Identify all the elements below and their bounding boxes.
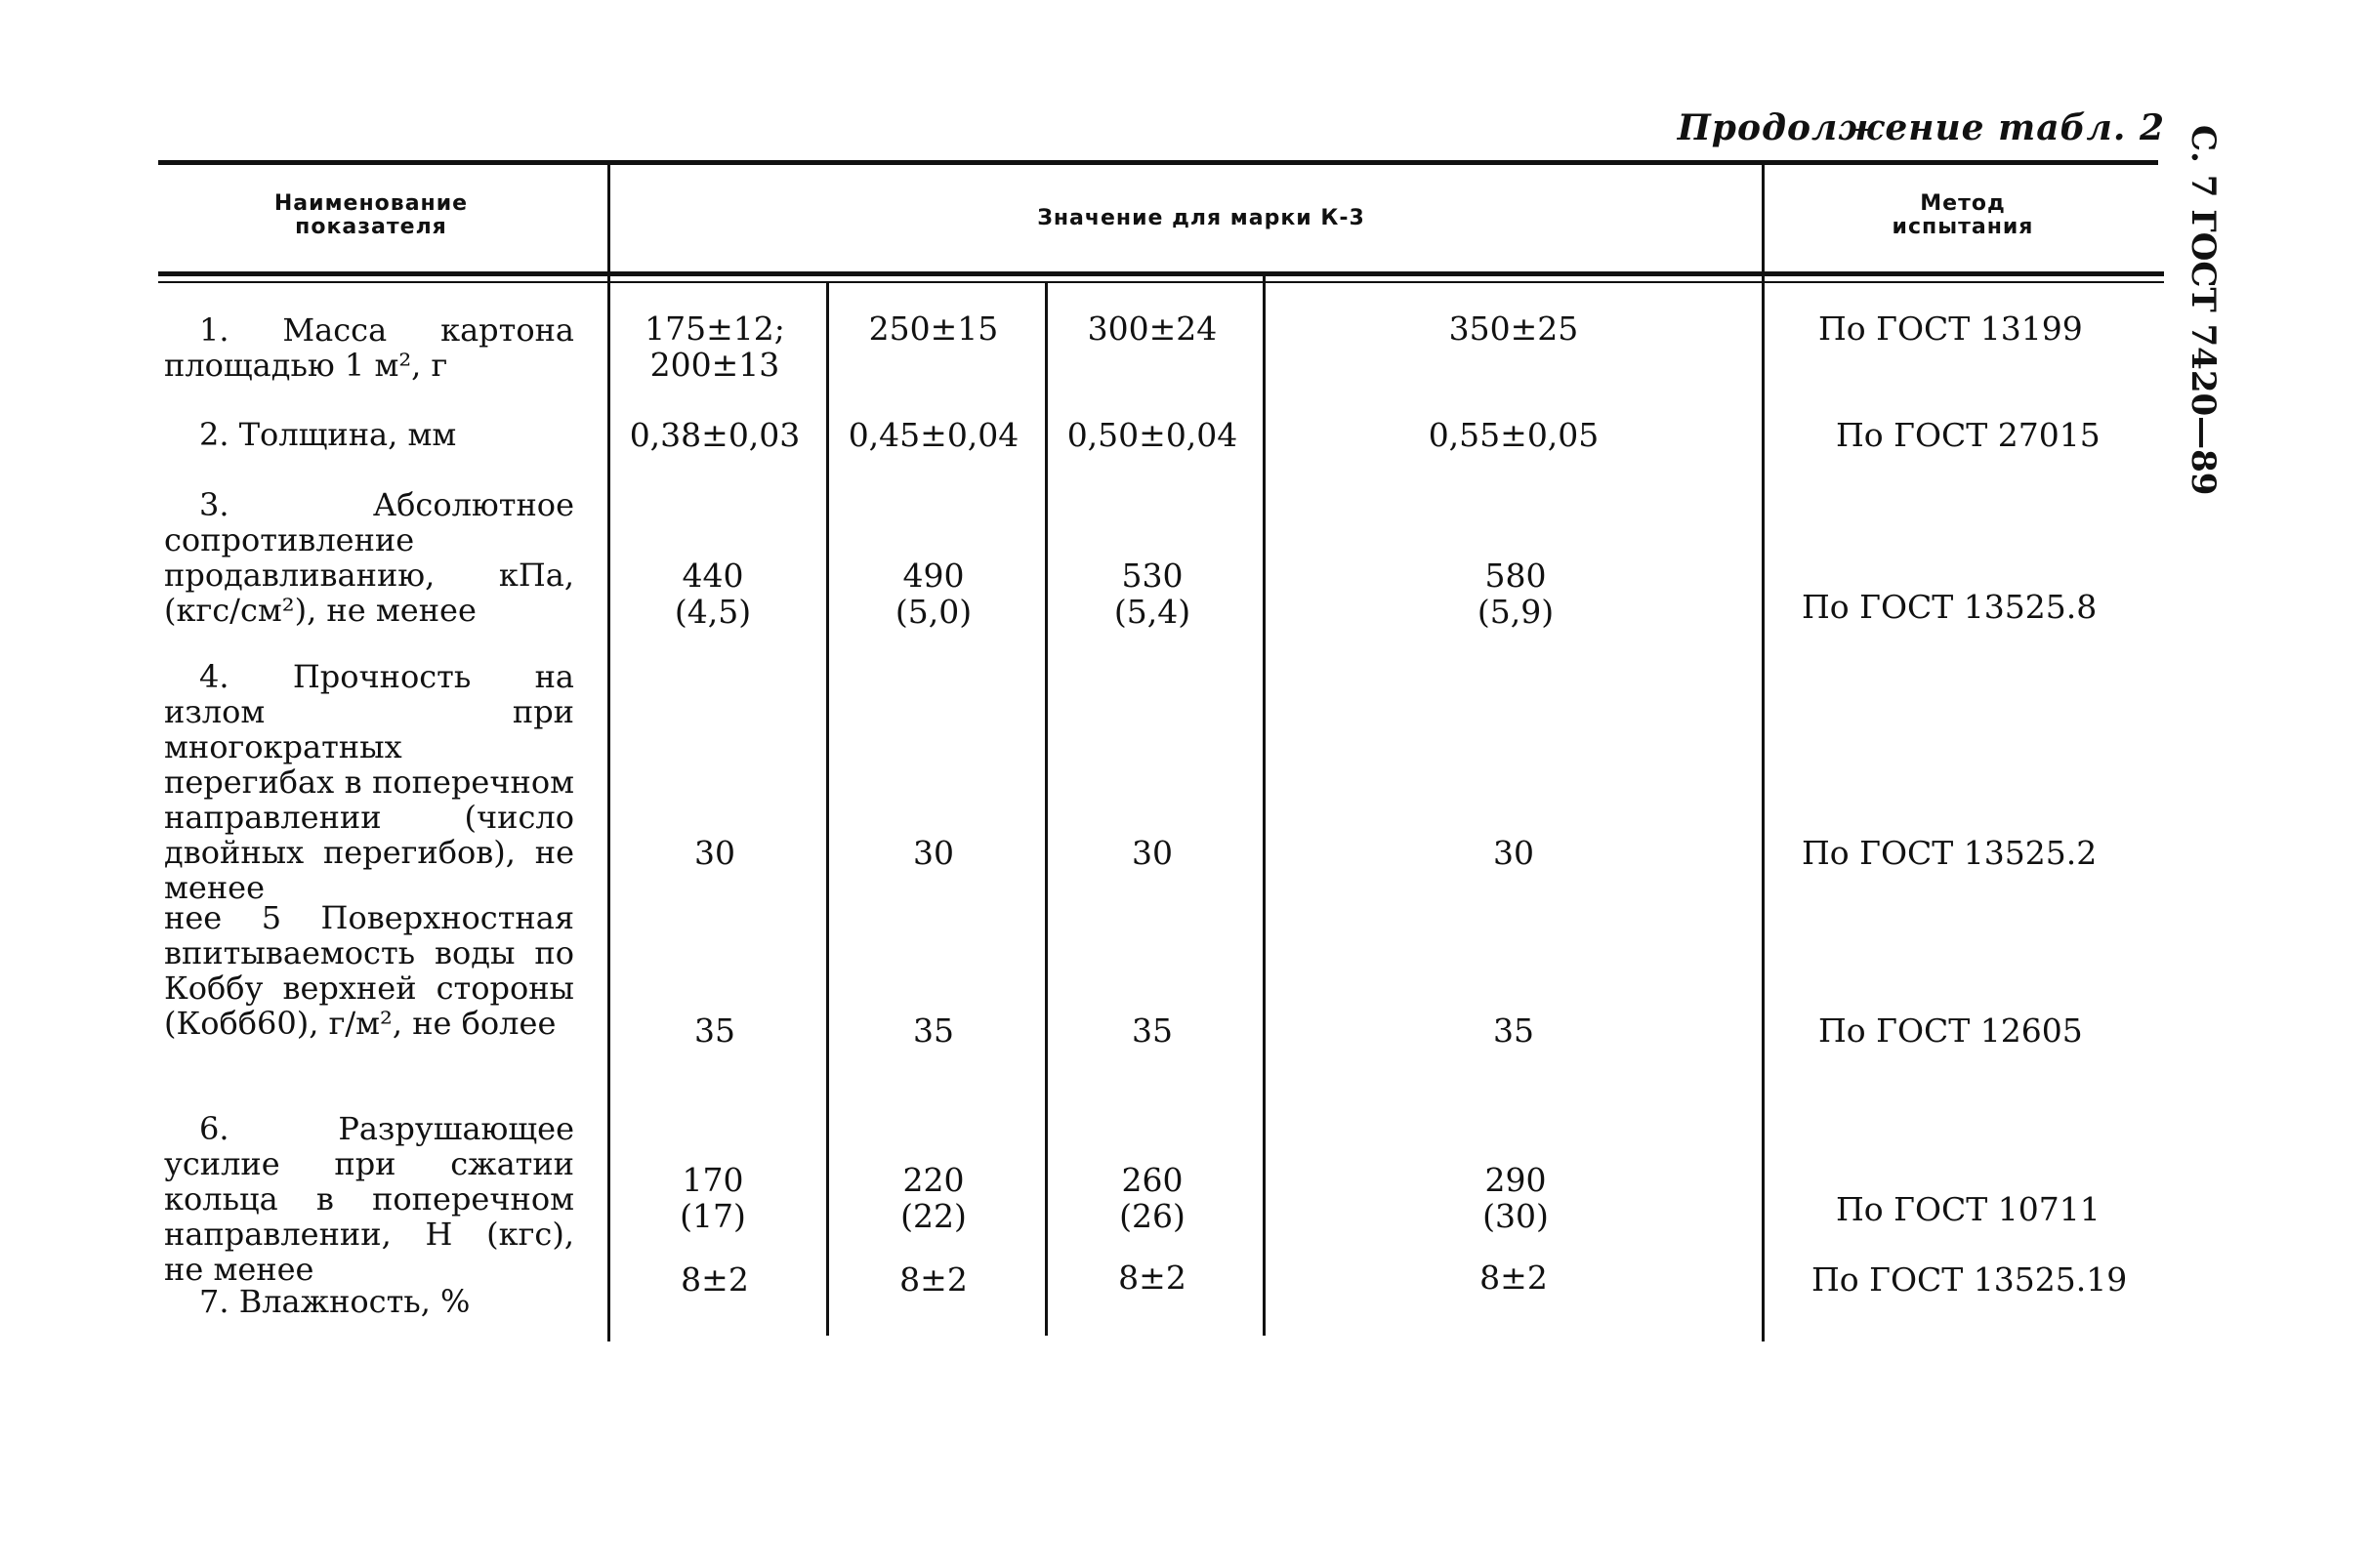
header-method: Метод испытания	[1892, 191, 2034, 239]
row-4-label: 4. Прочность на излом при многократных перегибах в поперечном направлении (число двойных перегибов), не менее	[164, 658, 574, 906]
row-6-value-4: 290 (30)	[1482, 1161, 1549, 1235]
col-divider-1	[607, 164, 610, 1341]
row-7-value-2: 8±2	[899, 1260, 968, 1299]
row-6-label: 6. Разрушающее усилие при сжатии кольца в поперечном направлении, Н (кгс), не менее	[164, 1110, 574, 1288]
row-5-method: По ГОСТ 12605	[1818, 1011, 2083, 1050]
row-2-method: По ГОСТ 27015	[1836, 416, 2101, 454]
row-2-value-1: 0,38±0,03	[629, 416, 801, 454]
col-divider-2	[826, 281, 829, 1336]
row-5-label: нее 5 Поверхностная впитываемость воды по Коббу верхней стороны (Кобб60), г/м², не более	[164, 899, 574, 1042]
row-4-value-4: 30	[1493, 834, 1534, 872]
row-7-value-3: 8±2	[1118, 1259, 1186, 1297]
row-6-value-3: 260 (26)	[1119, 1161, 1186, 1235]
row-5-value-3: 35	[1132, 1011, 1173, 1050]
row-4-value-2: 30	[913, 834, 954, 872]
row-6-value-2: 220 (22)	[900, 1161, 967, 1235]
row-2-value-3: 0,50±0,04	[1066, 416, 1238, 454]
row-6-method: По ГОСТ 10711	[1836, 1190, 2101, 1228]
row-3-label: 3. Абсолютное сопротивление продавливанию, кПа, (кгс/см²), не менее	[164, 486, 574, 629]
col-divider-4	[1263, 275, 1266, 1336]
row-4-method: По ГОСТ 13525.2	[1802, 834, 2098, 872]
row-3-value-4: 580 (5,9)	[1477, 557, 1555, 631]
row-5-value-1: 35	[694, 1011, 735, 1050]
table-top-rule	[158, 160, 2158, 165]
header-value: Значение для марки К-3	[1037, 206, 1365, 230]
row-4-value-3: 30	[1132, 834, 1173, 872]
row-2-value-4: 0,55±0,05	[1428, 416, 1600, 454]
row-1-method: По ГОСТ 13199	[1818, 309, 2083, 348]
row-3-method: По ГОСТ 13525.8	[1802, 588, 2098, 626]
col-divider-3	[1045, 281, 1048, 1336]
row-4-value-1: 30	[694, 834, 735, 872]
table-caption: Продолжение табл. 2	[1677, 107, 2165, 148]
page-header-vertical: С. 7 ГОСТ 7420—89	[2184, 125, 2223, 496]
header-bottom-rule-2	[158, 281, 2164, 283]
row-3-value-2: 490 (5,0)	[895, 557, 973, 631]
row-7-value-1: 8±2	[681, 1260, 749, 1299]
row-1-value-2: 250±15	[868, 309, 999, 348]
row-1-label: 1. Масса картона площадью 1 м², г	[164, 311, 574, 384]
row-5-value-2: 35	[913, 1011, 954, 1050]
header-name: Наименование показателя	[273, 191, 469, 239]
row-7-method: По ГОСТ 13525.19	[1811, 1260, 2128, 1299]
col-divider-5	[1762, 164, 1765, 1341]
row-7-label: 7. Влажность, %	[199, 1283, 471, 1320]
row-7-value-4: 8±2	[1479, 1259, 1548, 1297]
row-1-value-1: 175±12; 200±13	[645, 309, 785, 384]
row-2-value-2: 0,45±0,04	[848, 416, 1020, 454]
row-3-value-3: 530 (5,4)	[1113, 557, 1191, 631]
row-3-value-1: 440 (4,5)	[674, 557, 752, 631]
row-6-value-1: 170 (17)	[680, 1161, 746, 1235]
row-1-value-4: 350±25	[1448, 309, 1579, 348]
row-5-value-4: 35	[1493, 1011, 1534, 1050]
row-1-value-3: 300±24	[1087, 309, 1218, 348]
header-bottom-rule	[158, 271, 2164, 276]
row-2-label: 2. Толщина, мм	[199, 416, 457, 453]
